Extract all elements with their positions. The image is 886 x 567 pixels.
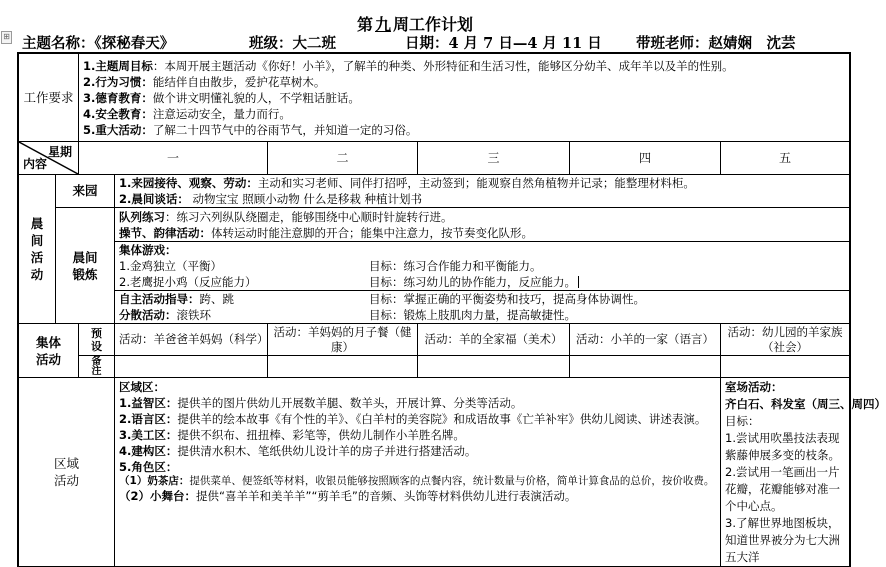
corner-weekday-label: 星期 <box>48 145 73 159</box>
requirement-item: 3.德育教育：做个讲文明懂礼貌的人，不学粗话脏话。 <box>83 90 360 105</box>
activity-wed: 活动：羊的全家福（美术） <box>418 324 570 356</box>
day-header-3: 三 <box>418 142 570 175</box>
weekday-corner-cell <box>19 142 79 175</box>
note-tue[interactable] <box>268 356 418 378</box>
activity-fri: 活动：幼儿园的羊家族（社会） <box>721 324 850 356</box>
day-header-4: 四 <box>570 142 721 175</box>
group-games-block: 集体游戏： 1.金鸡独立（平衡） 目标：练习合作能力和平衡能力。 2.老鹰捉小鸡（反应能力） 目标：练习幼儿的协作能力，反应能力。 <box>115 242 849 291</box>
theme-name: 主题名称：《探秘春天》 <box>22 35 175 52</box>
game-row: 1.金鸡独立（平衡） 目标：练习合作能力和平衡能力。 <box>119 258 542 273</box>
area-activity-label: 区域活动 <box>19 378 115 567</box>
requirements-content <box>79 54 850 142</box>
date-range: 日期：4 月 7 日—4 月 11 日 <box>405 35 602 52</box>
room-goal: 1.尝试用吹墨技法表现紫藤伸展多变的枝条。 <box>725 431 841 462</box>
note-wed[interactable] <box>418 356 570 378</box>
day-header-5: 五 <box>721 142 850 175</box>
note-fri[interactable] <box>721 356 850 378</box>
requirement-item: 5.重大活动：了解二十四节气中的谷雨节气，并知道一定的习俗。 <box>83 122 418 137</box>
arrival-line: 1.来园接待、观察、劳动：主动和实习老师、同伴打招呼，主动签到；能观察自然角植物并记录；能整理材料柜。 <box>119 176 695 190</box>
arrival-label: 来园 <box>56 175 115 208</box>
room-goal: 2.尝试用一笔画出一片花瓣，花瓣能够对准一个中心点。 <box>725 465 841 513</box>
area-item: 2.语言区：提供羊的绘本故事《有个性的羊》、《白羊村的美容院》和成语故事《亡羊补牢》供幼儿阅读、讲述表演。 <box>119 412 707 426</box>
preset-label: 预设 <box>79 324 115 356</box>
game-row: 2.老鹰捉小鸡（反应能力） 目标：练习幼儿的协作能力，反应能力。 <box>119 274 845 290</box>
group-activity-label: 集体活动 <box>19 324 79 378</box>
area-item: （2）小舞台：提供“喜羊羊和美羊羊”“剪羊毛”的音频、头饰等材料供幼儿进行表演活动。 <box>119 489 577 503</box>
note-mon[interactable] <box>115 356 268 378</box>
requirement-item: 2.行为习惯：能结伴自由散步，爱护花草树木。 <box>83 74 326 89</box>
text-cursor <box>578 276 579 288</box>
day-header-1: 一 <box>79 142 268 175</box>
note-label: 备注 <box>79 356 115 378</box>
requirement-item: 4.安全教育：注意运动安全，量力而行。 <box>83 106 291 121</box>
area-item: 1.益智区：提供羊的图片供幼儿开展数羊腿、数羊头，开展计算、分类等活动。 <box>119 396 523 410</box>
arrival-line: 2.晨间谈话： 动物宝宝 照顾小动物 什么是移栽 种植计划书 <box>119 192 423 206</box>
morning-activity-label: 晨间活动 <box>19 175 56 324</box>
area-item: 3.美工区：提供不织布、扭扭棒、彩笔等，供幼儿制作小羊胜名牌。 <box>119 428 465 442</box>
corner-content-label: 内容 <box>23 157 48 171</box>
class-name: 班级：大二班 <box>249 35 336 52</box>
activity-thu: 活动：小羊的一家（语言） <box>570 324 721 356</box>
arrival-content <box>115 175 850 208</box>
free-activity-block: 自主活动指导：跨、跳 目标：掌握正确的平衡姿势和技巧，提高身体协调性。 分散活动：滚铁环 目标：锻炼上肢肌肉力量，提高敏捷性。 <box>119 291 646 322</box>
table-move-handle[interactable]: ⊞ <box>1 31 12 44</box>
room-activity-content: 室场活动： 齐白石、科发室（周三、周四） 目标： 1.尝试用吹墨技法表现紫藤伸展多变的枝条。 2.尝试用一笔画出一片花瓣，花瓣能够对准一个中心点。 3.了解世界地图板块，知道世界被分为七大洲五大洋 <box>721 378 850 567</box>
area-item: 5.角色区： <box>119 460 178 474</box>
weekly-plan-table <box>18 53 886 567</box>
area-activity-content: 区域区： 1.益智区：提供羊的图片供幼儿开展数羊腿、数羊头，开展计算、分类等活动。 2.语言区：提供羊的绘本故事《有个性的羊》、《白羊村的美容院》和成语故事《亡羊补牢》供幼儿阅读、讲述表演。 3.美工区：提供不织布、扭扭棒、彩笔等，供幼儿制作小羊胜名牌。 4.建构区：提供清水积木、笔纸供幼儿设计羊的房子并进行搭建活动。 5.角色区： （1）奶茶店：提供菜单、便签纸等材料，收银员能够按照顾客的点餐内容，统计数量与价格，简单计算食品的总价，按价收费。 （2）小舞台：提供“喜羊羊和美羊羊”“剪羊毛”的音频、头饰等材料供幼儿进行表演活动。 <box>115 378 721 567</box>
page-title: 第 九 周工作计划 <box>357 15 474 34</box>
activity-tue: 活动：羊妈妈的月子餐（健康） <box>268 324 418 356</box>
exercise-label: 晨间锻炼 <box>56 208 115 324</box>
requirements-label: 工作要求 <box>19 54 79 142</box>
day-header-2: 二 <box>268 142 418 175</box>
room-goal: 3.了解世界地图板块，知道世界被分为七大洲五大洋 <box>725 516 841 564</box>
note-thu[interactable] <box>570 356 721 378</box>
exercise-content <box>115 208 850 324</box>
queue-drill-block: 队列练习：练习六列纵队绕圈走，能够围绕中心顺时针旋转行进。 操节、韵律活动：体转运动时能注意脚的开合；能集中注意力，按节奏变化队形。 <box>115 209 849 242</box>
area-item: （1）奶茶店：提供菜单、便签纸等材料，收银员能够按照顾客的点餐内容，统计数量与价格，简单计算食品的总价，按价收费。 <box>119 475 715 487</box>
teacher-names: 带班老师：赵婧娴 沈芸 <box>636 35 796 52</box>
area-item: 4.建构区：提供清水积木、笔纸供幼儿设计羊的房子并进行搭建活动。 <box>119 444 477 458</box>
requirement-item: 1.主题周目标：本周开展主题活动《你好！小羊》，了解羊的种类、外形特征和生活习性，能够区分幼羊、成年羊以及羊的性别。 <box>83 58 734 73</box>
activity-mon: 活动：羊爸爸羊妈妈（科学） <box>115 324 268 356</box>
